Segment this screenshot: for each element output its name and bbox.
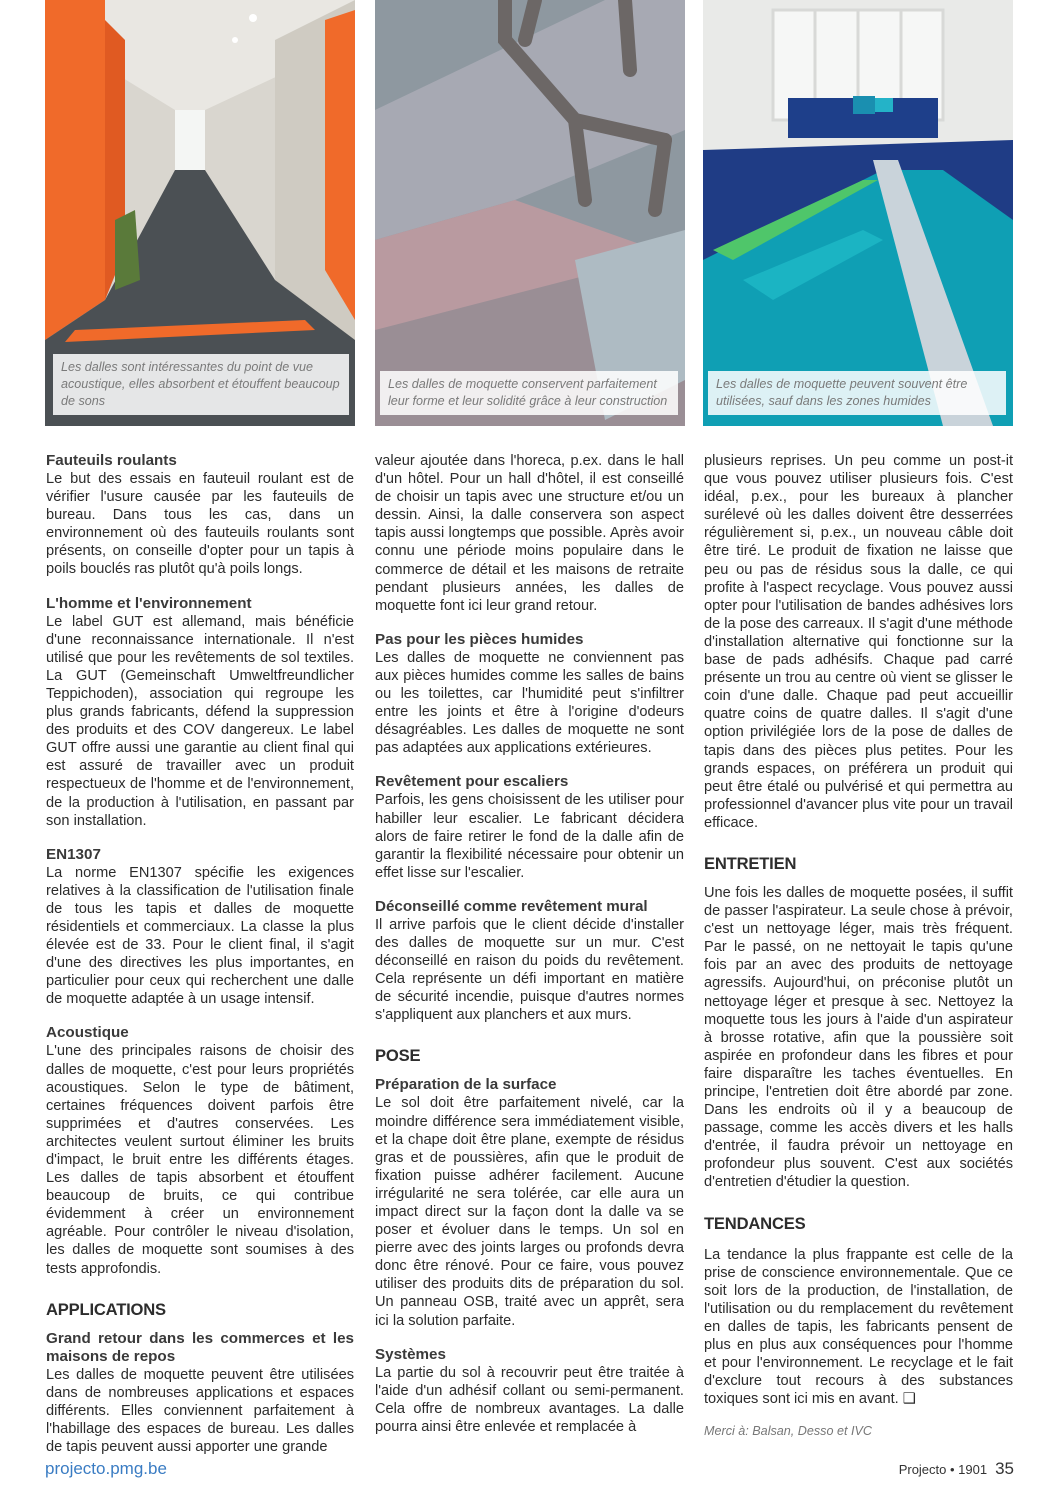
text-grand-retour: Les dalles de moquette peuvent être utilisées dans de nombreuses applications et espaces différents. Elles conviennent parfaitement à l'habillage des espaces de bureau. Les dalles de tapis peuvent aussi apporter une grande <box>46 1366 354 1456</box>
caption-photo2: Les dalles de moquette conservent parfaitement leur forme et leur solidité grâce à leur construction <box>380 371 678 415</box>
text-tendances: La tendance la plus frappante est celle de la prise de conscience environnementale. Que ce soit lors de la production, de l'installation, de l'utilisation ou du remplacement du revêtement en dalles de tapis, les fabricants pensent de plus en plus aux conséquences pour l'homme et pour l'environnement. Le recyclage et le fait d'exclure tout recours à des substances toxiques sont ici mis en avant. ❑ <box>704 1246 1013 1408</box>
footer-url[interactable]: projecto.pmg.be <box>45 1459 167 1478</box>
heading-en1307: EN1307 <box>46 845 101 863</box>
heading-acoustique: Acoustique <box>46 1024 129 1042</box>
heading-mural: Déconseillé comme revêtement mural <box>375 897 648 915</box>
column-2 <box>375 452 684 1436</box>
heading-pose: POSE <box>375 1046 421 1066</box>
heading-systemes: Systèmes <box>375 1345 446 1363</box>
text-humides: Les dalles de moquette ne conviennent pas aux pièces humides comme les salles de bains ou les toilettes, car l'humidité peut s'infiltrer entre les joints et être à l'origine d'odeurs désagréables. Les dalles de moquette ne sont pas adaptées aux applications extérieures. <box>375 649 684 757</box>
text-mural: Il arrive parfois que le client décide d'installer des dalles de moquette sur un mur. C'est déconseillé en raison du poids du revêtement. Cela représente un défi important en matière de sécurité incendie, puisque d'autres normes s'appliquent aux planchers et aux murs. <box>375 916 684 1024</box>
thanks-note: Merci à: Balsan, Desso et IVC <box>704 1424 872 1439</box>
photo-sofa-room <box>703 0 1013 426</box>
text-fauteuils: Le but des essais en fauteuil roulant est de vérifier l'usure causée par les fauteuils de bureau. Dans tous les cas, dans un environnement où des fauteuils roulants sont présents, on conseille d'opter pour un tapis à poils bouclés ras plutôt qu'à poils longs. <box>46 471 354 578</box>
column-1 <box>46 452 354 1456</box>
photo-chair-tiles <box>375 0 685 426</box>
text-acoustique: L'une des principales raisons de choisir des dalles de moquette, c'est pour leurs propriétés acoustiques. Selon le type de bâtiment, certaines fréquences doivent parfois être supprimées et d'autres conservées. Les architectes veulent surtout éliminer les bruits d'impact, le bruit entre les différents étages. Les dalles de tapis absorbent et étouffent beaucoup de bruits, ce qui contribue évidemment à créer un environnement agréable. Pour contrôler le niveau d'isolation, les dalles de moquette sont soumises à des tests approfondis. <box>46 1043 354 1277</box>
footer-issue <box>899 1459 1014 1479</box>
issue-label: Projecto • 1901 <box>898 1462 988 1477</box>
text-entretien: Une fois les dalles de moquette posées, il suffit de passer l'aspirateur. La seule chose à prévoir, c'est un nettoyage léger, mais très fréquent. Par le passé, on ne nettoyait le tapis qu'une fois par an avec des produits de nettoyage agressifs. Aujourd'hui, on préconise plutôt un nettoyage léger et presque à sec. Nettoyez la moquette tous les jours à l'aide d'un aspirateur à brosse rotative, afin que la poussière soit aspirée en profondeur dans les fibres et pour faire disparaître les taches éventuelles. En principe, l'entretien doit être abordé par zone. Dans les endroits où il y a beaucoup de passage, comme les accès divers et les halls d'entrée, il faudra prévoir un nettoyage en profondeur plus souvent. C'est aux sociétés d'entretien d'étudier la question. <box>704 884 1013 1191</box>
heading-preparation: Préparation de la surface <box>375 1076 557 1094</box>
heading-escaliers: Revêtement pour escaliers <box>375 773 569 791</box>
text-post-it: plusieurs reprises. Un peu comme un post-it que vous pouvez utiliser plusieurs fois. C'est idéal, p.ex., pour les bureaux à plancher surélevé où les dalles doivent être desserrées régulièrement si, p.ex., un nouveau câble doit être tiré. Le produit de fixation ne laisse que peu ou pas de résidus sous la dalle, ce qui profite à l'aspect recyclage. Vous pouvez aussi opter pour l'utilisation de bandes adhésives lors de la pose des carreaux. Il s'agit d'une méthode d'installation alternative qui fonctionne sur la base de pads adhésifs. Chaque pad carré présente un trou au centre où vient se glisser le coin d'une dalle. Chaque pad peut accueillir quatre coins de quatre dalles. Il s'agit d'une option privilégiée lors de la pose de dalles de tapis dans des pièces plus petites. Pour les grands espaces, on préférera un produit qui peut être étalé ou pulvérisé et qui permettra au professionnel d'avancer plus vite pour un travail efficace. <box>704 453 1013 831</box>
text-escaliers: Parfois, les gens choisissent de les utiliser pour habiller leur escalier. Le fabricant décidera alors de faire retirer le fond de la dalle afin de garantir la flexibilité nécessaire pour obtenir un effet lisse sur l'escalier. <box>375 792 684 881</box>
heading-fauteuils: Fauteuils roulants <box>46 452 177 469</box>
caption-photo3: Les dalles de moquette peuvent souvent être utilisées, sauf dans les zones humides <box>708 371 1006 415</box>
caption-photo1: Les dalles sont intéressantes du point de vue acoustique, elles absorbent et étouffent beaucoup de sons <box>53 354 349 415</box>
heading-applications: APPLICATIONS <box>46 1299 166 1319</box>
heading-humides: Pas pour les pièces humides <box>375 630 584 648</box>
page-number: 35 <box>995 1459 1014 1478</box>
text-horeca: valeur ajoutée dans l'horeca, p.ex. dans le hall d'un hôtel. Pour un hall d'hôtel, il est conseillé de choisir un tapis avec une structure et/ou un dessin. Ainsi, la dalle conservera son aspect tapis aussi longtemps que possible. Après avoir connu une période moins populaire dans le commerce de détail et les maisons de retraite pendant plusieurs années, les dalles de moquette font ici leur grand retour. <box>375 453 684 614</box>
column-3 <box>704 452 1013 1441</box>
text-systemes: La partie du sol à recouvrir peut être traitée à l'aide d'un adhésif collant ou semi-permanent. Cela offre de nombreux avantages. La dalle pourra ainsi être enlevée et remplacée à <box>375 1364 684 1435</box>
heading-homme: L'homme et l'environnement <box>46 594 252 612</box>
heading-grand-retour: Grand retour dans les commerces et les maisons de repos <box>46 1329 354 1365</box>
text-preparation: Le sol doit être parfaitement nivelé, car la moindre différence sera immédiatement visible, et la chape doit être plane, exempte de résidus gras et de poussières, afin que le produit de fixation puisse adhérer facilement. Aucune irrégularité ne sera tolérée, car elle aura un impact direct sur la façon dont la dalle va se poser et évoluer dans le temps. Un sol en pierre avec des joints larges ou profonds devra donc être rénové. Pour ce faire, vous pouvez utiliser des produits dits de préparation du sol. Un panneau OSB, traité avec un apprêt, sera ici la solution parfaite. <box>375 1095 684 1329</box>
text-homme: Le label GUT est allemand, mais bénéficie d'une reconnaissance internationale. Il n'est utilisé que pour les revêtements de sol textiles. La GUT (Gemeinschaft Umweltfreundlicher Teppichoden), association qui regroupe les plus grands fabricants, défend la suppression des produits et des COV dangereux. Le label GUT offre aussi une garantie au client final qui est assuré de travailler avec un produit respectueux de l'homme et de l'environnement, de la production à l'utilisation, en passant par son installation. <box>46 613 354 829</box>
heading-tendances: TENDANCES <box>704 1213 806 1233</box>
text-en1307: La norme EN1307 spécifie les exigences relatives à la classification de l'utilisation finale de tous les tapis et dalles de moquette résidentiels et commerciaux. La classe la plus élevée est de 33. Pour le client final, il s'agit d'une des directives les plus importantes, en particulier pour ceux qui recherchent une dalle de moquette adaptée à un usage intensif. <box>46 864 354 1008</box>
heading-entretien: ENTRETIEN <box>704 853 797 873</box>
